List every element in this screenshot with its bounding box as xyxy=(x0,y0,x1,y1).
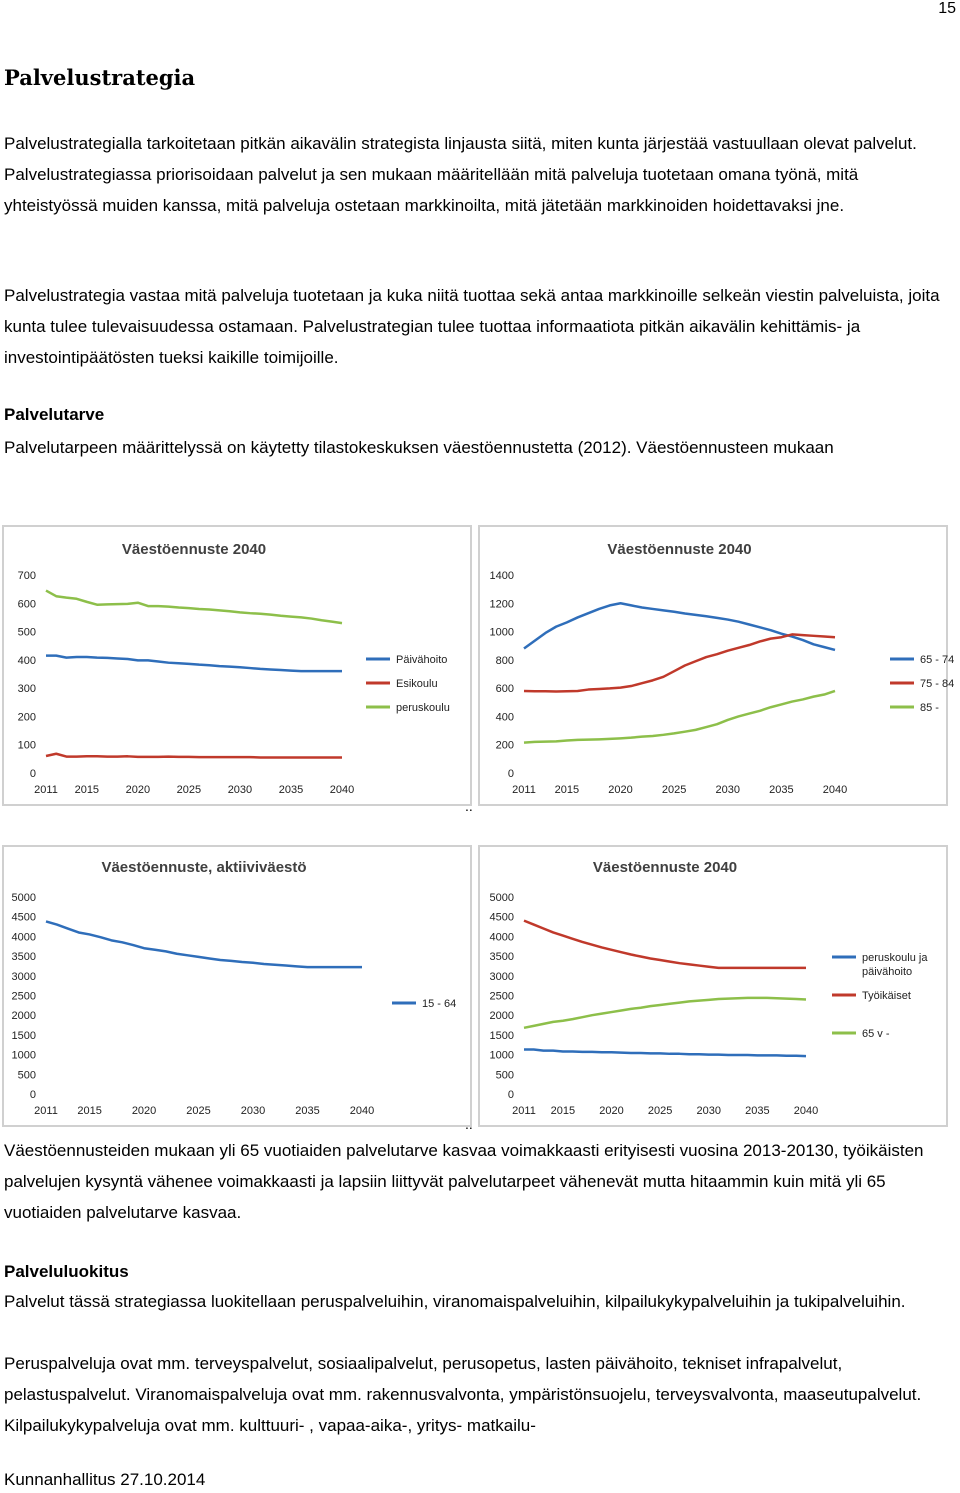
series-line-3 xyxy=(524,998,806,1028)
x-tick-label: 2025 xyxy=(176,784,202,796)
x-tick-label: 2030 xyxy=(227,784,253,796)
series-line-1 xyxy=(46,921,362,967)
x-tick-label: 2011 xyxy=(34,1105,58,1117)
x-tick-label: 2011 xyxy=(512,784,536,796)
y-tick-label: 500 xyxy=(17,626,36,639)
chart-children xyxy=(2,525,472,806)
chart-title: Väestöennuste 2040 xyxy=(592,859,738,876)
legend-label: 75 - 84 xyxy=(920,678,955,690)
series-line-1 xyxy=(524,603,835,650)
chart-title: Väestöennuste, aktiiviväestö xyxy=(101,859,307,876)
x-tick-label: 2025 xyxy=(186,1105,211,1117)
chart-age-groups-svg xyxy=(480,847,946,1125)
y-tick-label: 4500 xyxy=(11,911,36,924)
y-tick-label: 3000 xyxy=(489,970,514,983)
heading-palveluluokitus: Palveluluokitus xyxy=(4,1262,129,1281)
y-tick-label: 1400 xyxy=(489,570,514,582)
x-tick-label: 2030 xyxy=(240,1105,266,1117)
y-tick-label: 800 xyxy=(495,654,514,667)
y-tick-label: 5000 xyxy=(11,892,36,904)
chart-children-svg xyxy=(4,527,470,804)
y-tick-label: 0 xyxy=(29,768,36,780)
paragraph-intro: Palvelustrategialla tarkoitetaan pitkän aikavälin strategista linjausta siitä, miten kunta järjestää vastuullaan olevat palvelut. Palvelustrategiassa priorisoidaan palvelut ja sen mukaan määritellään mitä palveluja tuotetaan omana työnä, mitä yhteistyössä muiden kanssa, mitä palveluja ostetaan markkinoilta, mitä jätetään markkinoiden hoidettavaksi jne. xyxy=(4,134,917,215)
legend-label: 65 v - xyxy=(862,1028,890,1040)
x-tick-label: 2030 xyxy=(715,784,741,796)
chart-elderly xyxy=(478,525,955,806)
y-tick-label: 400 xyxy=(495,711,514,724)
y-tick-label: 2500 xyxy=(489,990,514,1003)
series-line-2 xyxy=(524,634,835,691)
page-title: Palvelustrategia xyxy=(4,65,196,90)
y-tick-label: 2000 xyxy=(11,1010,36,1023)
legend-label: Esikoulu xyxy=(396,678,438,690)
chart-title: Väestöennuste 2040 xyxy=(607,541,752,558)
y-tick-label: 4000 xyxy=(11,931,36,944)
y-tick-label: 100 xyxy=(17,739,36,752)
series-line-3 xyxy=(46,591,342,624)
x-tick-label: 2011 xyxy=(34,784,58,796)
y-tick-label: 5000 xyxy=(489,892,514,904)
chart-age-groups xyxy=(478,845,948,1127)
series-line-3 xyxy=(524,691,835,743)
x-tick-label: 2035 xyxy=(278,784,304,796)
x-tick-label: 2020 xyxy=(131,1105,157,1117)
y-tick-label: 3000 xyxy=(11,970,36,983)
legend-label: 85 - xyxy=(920,702,939,714)
x-tick-label: 2040 xyxy=(822,784,848,796)
y-tick-label: 3500 xyxy=(11,951,36,964)
page-number: 15 xyxy=(938,0,956,17)
x-tick-label: 2040 xyxy=(793,1105,819,1117)
heading-palvelutarve: Palvelutarve xyxy=(4,405,105,424)
y-tick-label: 400 xyxy=(17,654,36,667)
chart-active-population-svg xyxy=(4,847,470,1125)
y-tick-label: 0 xyxy=(29,1089,36,1101)
legend-label: 15 - 64 xyxy=(422,998,457,1010)
y-tick-label: 1500 xyxy=(489,1029,514,1042)
chart-active-population xyxy=(2,845,472,1127)
x-tick-label: 2015 xyxy=(74,784,100,796)
x-tick-label: 2015 xyxy=(550,1105,576,1117)
y-tick-label: 2000 xyxy=(489,1010,514,1023)
x-tick-label: 2035 xyxy=(769,784,794,796)
x-tick-label: 2015 xyxy=(77,1105,102,1117)
paragraph-strategy: Palvelustrategia vastaa mitä palveluja tuotetaan ja kuka niitä tuottaa sekä antaa markkinoille selkeän viestin palveluista, joita kunta tulee tulevaisuudessa ostamaan. Palvelustrategian tulee tuottaa informaatiota pitkän aikavälin kehittämis- ja investointipäätösten tueksi kaikille toimijoille. xyxy=(4,286,940,367)
series-line-2 xyxy=(46,754,342,758)
x-tick-label: 2025 xyxy=(647,1105,673,1117)
x-tick-label: 2040 xyxy=(349,1105,375,1117)
y-tick-label: 600 xyxy=(17,598,36,611)
paragraph-summary: Väestöennusteiden mukaan yli 65 vuotiaiden palvelutarve kasvaa voimakkaasti erityisesti vuosina 2013-20130, työikäisten palvelujen kysyntä vähenee voimakkaasti ja lapsiin liittyvät palvelutarpeet vähenevät mutta hitaammin kuin mitä yli 65 vuotiaiden palvelutarve kasvaa. xyxy=(4,1141,924,1222)
series-line-1 xyxy=(46,656,342,672)
y-tick-label: 700 xyxy=(17,570,36,582)
y-tick-label: 500 xyxy=(17,1069,36,1082)
x-tick-label: 2040 xyxy=(329,784,355,796)
y-tick-label: 4000 xyxy=(489,931,514,944)
y-tick-label: 1000 xyxy=(489,1049,514,1062)
y-tick-label: 200 xyxy=(17,711,36,724)
x-tick-label: 2020 xyxy=(608,784,633,796)
x-tick-label: 2025 xyxy=(661,784,687,796)
y-tick-label: 500 xyxy=(495,1069,514,1082)
footer-text: Kunnanhallitus 27.10.2014 xyxy=(4,1470,206,1489)
paragraph-palvelutarve: Palvelutarpeen määrittelyssä on käytetty tilastokeskuksen väestöennustetta (2012). Väestöennusteen mukaan xyxy=(4,438,834,457)
x-tick-label: 2015 xyxy=(554,784,580,796)
y-tick-label: 0 xyxy=(507,768,514,780)
x-tick-label: 2035 xyxy=(745,1105,770,1117)
dots-marker-2: .. xyxy=(465,1116,473,1132)
x-tick-label: 2011 xyxy=(512,1105,536,1117)
paragraph-services: Peruspalveluja ovat mm. terveyspalvelut, sosiaalipalvelut, perusopetus, lasten päivähoito, tekniset infrapalvelut, pelastuspalvelut. Viranomaispalveluja ovat mm. rakennusvalvonta, ympäristönsuojelu, terveysvalvonta, maaseutupalvelut. Kilpailukykypalveluja ovat mm. kulttuuri- , vapaa-aika-, yritys- matkailu- xyxy=(4,1354,922,1435)
y-tick-label: 200 xyxy=(495,739,514,752)
y-tick-label: 0 xyxy=(507,1089,514,1101)
y-tick-label: 300 xyxy=(17,683,36,696)
legend-label: Päivähoito xyxy=(396,654,448,666)
chart-elderly-svg xyxy=(480,527,955,804)
legend-label: 65 - 74 xyxy=(920,654,955,666)
y-tick-label: 1000 xyxy=(489,626,514,639)
y-tick-label: 600 xyxy=(495,683,514,696)
dots-marker: .. xyxy=(465,798,473,814)
paragraph-classification: Palvelut tässä strategiassa luokitellaan peruspalveluihin, viranomaispalveluihin, kilpailukykypalveluihin ja tukipalveluihin. xyxy=(4,1292,906,1311)
y-tick-label: 1200 xyxy=(489,598,514,611)
legend-label: peruskoulu xyxy=(396,702,450,714)
legend-label: Työikäiset xyxy=(862,990,911,1002)
y-tick-label: 1500 xyxy=(11,1029,36,1042)
chart-title: Väestöennuste 2040 xyxy=(121,541,267,558)
legend-label: peruskoulu ja päivähoito xyxy=(862,952,928,978)
series-line-1 xyxy=(524,1049,806,1056)
y-tick-label: 4500 xyxy=(489,911,514,924)
x-tick-label: 2020 xyxy=(599,1105,624,1117)
x-tick-label: 2030 xyxy=(696,1105,722,1117)
x-tick-label: 2020 xyxy=(125,784,151,796)
series-line-2 xyxy=(524,921,806,968)
y-tick-label: 3500 xyxy=(489,951,514,964)
x-tick-label: 2035 xyxy=(295,1105,320,1117)
y-tick-label: 2500 xyxy=(11,990,36,1003)
y-tick-label: 1000 xyxy=(11,1049,36,1062)
